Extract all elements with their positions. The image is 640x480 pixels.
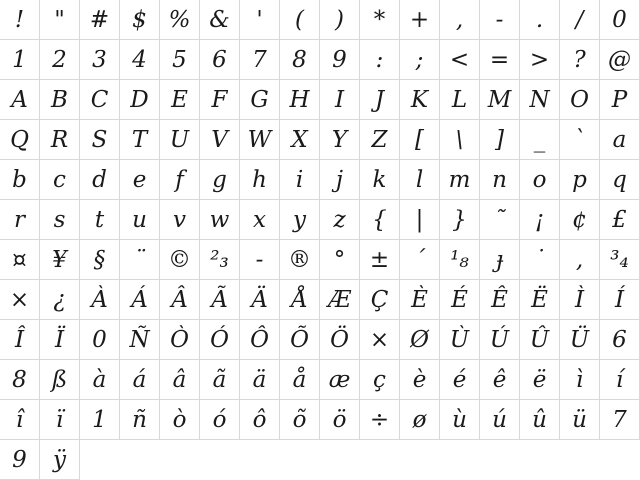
glyph-cell: û xyxy=(520,400,560,440)
glyph-cell: ì xyxy=(560,360,600,400)
glyph-cell: a xyxy=(600,120,640,160)
glyph-cell: ã xyxy=(200,360,240,400)
glyph-cell xyxy=(80,440,120,480)
glyph-cell: Â xyxy=(160,280,200,320)
glyph-cell: } xyxy=(440,200,480,240)
glyph-cell xyxy=(360,440,400,480)
glyph-cell: ` xyxy=(560,120,600,160)
glyph-cell xyxy=(200,440,240,480)
glyph-cell: õ xyxy=(280,400,320,440)
glyph-cell: = xyxy=(480,40,520,80)
glyph-cell: Í xyxy=(600,280,640,320)
glyph-cell: - xyxy=(480,0,520,40)
glyph-cell: { xyxy=(360,200,400,240)
glyph-cell: D xyxy=(120,80,160,120)
glyph-cell: ÿ xyxy=(40,440,80,480)
glyph-cell: ñ xyxy=(120,400,160,440)
glyph-cell: , xyxy=(560,240,600,280)
glyph-cell: P xyxy=(600,80,640,120)
glyph-cell: × xyxy=(360,320,400,360)
glyph-cell: * xyxy=(360,0,400,40)
glyph-cell: Å xyxy=(280,280,320,320)
glyph-cell: ä xyxy=(240,360,280,400)
glyph-cell: Ò xyxy=(160,320,200,360)
glyph-cell: ) xyxy=(320,0,360,40)
glyph-cell: Ê xyxy=(480,280,520,320)
glyph-cell: î xyxy=(0,400,40,440)
glyph-cell: ( xyxy=(280,0,320,40)
glyph-cell: _ xyxy=(520,120,560,160)
glyph-cell: p xyxy=(560,160,600,200)
glyph-cell: ï xyxy=(40,400,80,440)
glyph-cell: , xyxy=(440,0,480,40)
glyph-cell: C xyxy=(80,80,120,120)
glyph-cell: W xyxy=(240,120,280,160)
glyph-cell: 0 xyxy=(80,320,120,360)
glyph-cell: Á xyxy=(120,280,160,320)
glyph-cell: @ xyxy=(600,40,640,80)
glyph-cell xyxy=(280,440,320,480)
glyph-cell xyxy=(480,440,520,480)
glyph-cell: E xyxy=(160,80,200,120)
glyph-cell: u xyxy=(120,200,160,240)
glyph-cell: j xyxy=(320,160,360,200)
glyph-cell: 7 xyxy=(240,40,280,80)
glyph-cell: L xyxy=(440,80,480,120)
glyph-cell: ü xyxy=(560,400,600,440)
glyph-cell: 7 xyxy=(600,400,640,440)
glyph-cell: t xyxy=(80,200,120,240)
glyph-cell: O xyxy=(560,80,600,120)
glyph-cell: z xyxy=(320,200,360,240)
glyph-cell: J xyxy=(360,80,400,120)
glyph-cell xyxy=(320,440,360,480)
glyph-cell xyxy=(440,440,480,480)
glyph-cell: \ xyxy=(440,120,480,160)
glyph-cell: ¨ xyxy=(120,240,160,280)
glyph-cell: ´ xyxy=(400,240,440,280)
glyph-cell: Ú xyxy=(480,320,520,360)
glyph-cell: à xyxy=(80,360,120,400)
glyph-cell: × xyxy=(0,280,40,320)
glyph-cell: è xyxy=(400,360,440,400)
glyph-cell: H xyxy=(280,80,320,120)
glyph-cell xyxy=(120,440,160,480)
glyph-cell: ° xyxy=(320,240,360,280)
glyph-cell: Î xyxy=(0,320,40,360)
glyph-cell: T xyxy=(120,120,160,160)
glyph-cell: Ö xyxy=(320,320,360,360)
glyph-cell: g xyxy=(200,160,240,200)
glyph-cell: ò xyxy=(160,400,200,440)
glyph-cell: : xyxy=(360,40,400,80)
glyph-cell: ˜ xyxy=(480,200,520,240)
glyph-cell: v xyxy=(160,200,200,240)
glyph-cell: 3 xyxy=(80,40,120,80)
glyph-cell: ß xyxy=(40,360,80,400)
glyph-cell: £ xyxy=(600,200,640,240)
glyph-cell: ¢ xyxy=(560,200,600,240)
glyph-cell: 8 xyxy=(0,360,40,400)
glyph-cell: w xyxy=(200,200,240,240)
glyph-cell: Ì xyxy=(560,280,600,320)
glyph-cell: Ñ xyxy=(120,320,160,360)
glyph-cell: ' xyxy=(240,0,280,40)
glyph-cell: © xyxy=(160,240,200,280)
glyph-cell: . xyxy=(520,0,560,40)
glyph-cell: À xyxy=(80,280,120,320)
glyph-cell: ¡ xyxy=(520,200,560,240)
glyph-cell: k xyxy=(360,160,400,200)
glyph-cell: Õ xyxy=(280,320,320,360)
glyph-cell: ø xyxy=(400,400,440,440)
glyph-cell: Ù xyxy=(440,320,480,360)
glyph-cell: U xyxy=(160,120,200,160)
glyph-cell: M xyxy=(480,80,520,120)
glyph-cell: ²₃ xyxy=(200,240,240,280)
glyph-cell: f xyxy=(160,160,200,200)
glyph-cell: ù xyxy=(440,400,480,440)
glyph-cell: l xyxy=(400,160,440,200)
glyph-cell: å xyxy=(280,360,320,400)
glyph-cell: " xyxy=(40,0,80,40)
glyph-cell: 4 xyxy=(120,40,160,80)
glyph-cell: ê xyxy=(480,360,520,400)
glyph-cell: ë xyxy=(520,360,560,400)
glyph-cell: ¤ xyxy=(0,240,40,280)
glyph-cell: 8 xyxy=(280,40,320,80)
glyph-cell: é xyxy=(440,360,480,400)
glyph-cell xyxy=(600,440,640,480)
glyph-cell: y xyxy=(280,200,320,240)
glyph-cell: Æ xyxy=(320,280,360,320)
glyph-cell: ö xyxy=(320,400,360,440)
glyph-cell: X xyxy=(280,120,320,160)
glyph-cell: Ë xyxy=(520,280,560,320)
glyph-cell: â xyxy=(160,360,200,400)
glyph-cell: Ã xyxy=(200,280,240,320)
glyph-cell xyxy=(560,440,600,480)
glyph-cell: h xyxy=(240,160,280,200)
glyph-cell: ¥ xyxy=(40,240,80,280)
glyph-cell: # xyxy=(80,0,120,40)
glyph-cell: 1 xyxy=(0,40,40,80)
glyph-cell: % xyxy=(160,0,200,40)
glyph-cell: 6 xyxy=(600,320,640,360)
glyph-cell: Q xyxy=(0,120,40,160)
glyph-cell: < xyxy=(440,40,480,80)
glyph-cell: § xyxy=(80,240,120,280)
glyph-cell: / xyxy=(560,0,600,40)
glyph-cell: [ xyxy=(400,120,440,160)
glyph-cell xyxy=(520,440,560,480)
glyph-cell: ; xyxy=(400,40,440,80)
glyph-cell: 0 xyxy=(600,0,640,40)
glyph-cell: x xyxy=(240,200,280,240)
glyph-cell xyxy=(160,440,200,480)
glyph-cell: ÷ xyxy=(360,400,400,440)
glyph-cell: > xyxy=(520,40,560,80)
glyph-cell: - xyxy=(240,240,280,280)
glyph-cell: + xyxy=(400,0,440,40)
glyph-cell: í xyxy=(600,360,640,400)
glyph-cell: É xyxy=(440,280,480,320)
glyph-cell: æ xyxy=(320,360,360,400)
glyph-cell: m xyxy=(440,160,480,200)
glyph-cell: 1 xyxy=(80,400,120,440)
glyph-cell: V xyxy=(200,120,240,160)
glyph-cell: K xyxy=(400,80,440,120)
glyph-cell: ® xyxy=(280,240,320,280)
glyph-cell: r xyxy=(0,200,40,240)
glyph-cell: ¹₈ xyxy=(440,240,480,280)
glyph-cell: Ô xyxy=(240,320,280,360)
glyph-cell: Ü xyxy=(560,320,600,360)
glyph-cell: | xyxy=(400,200,440,240)
glyph-cell: ¿ xyxy=(40,280,80,320)
glyph-cell: Ï xyxy=(40,320,80,360)
glyph-cell: I xyxy=(320,80,360,120)
glyph-cell: & xyxy=(200,0,240,40)
glyph-cell: i xyxy=(280,160,320,200)
glyph-cell: S xyxy=(80,120,120,160)
glyph-cell: q xyxy=(600,160,640,200)
glyph-cell: ú xyxy=(480,400,520,440)
glyph-cell: ç xyxy=(360,360,400,400)
glyph-cell: á xyxy=(120,360,160,400)
glyph-cell: Û xyxy=(520,320,560,360)
glyph-cell: 9 xyxy=(320,40,360,80)
glyph-cell: ± xyxy=(360,240,400,280)
glyph-cell: ] xyxy=(480,120,520,160)
glyph-cell: ó xyxy=(200,400,240,440)
glyph-cell: ? xyxy=(560,40,600,80)
glyph-cell: 6 xyxy=(200,40,240,80)
glyph-cell: ³₄ xyxy=(600,240,640,280)
glyph-cell: d xyxy=(80,160,120,200)
glyph-cell: ô xyxy=(240,400,280,440)
glyph-cell: ˙ xyxy=(520,240,560,280)
glyph-cell: o xyxy=(520,160,560,200)
glyph-cell: Y xyxy=(320,120,360,160)
glyph-cell: Ä xyxy=(240,280,280,320)
glyph-cell: b xyxy=(0,160,40,200)
glyph-cell xyxy=(240,440,280,480)
glyph-cell: Ó xyxy=(200,320,240,360)
glyph-cell: 9 xyxy=(0,440,40,480)
glyph-cell: Ø xyxy=(400,320,440,360)
glyph-cell: ɟ xyxy=(480,240,520,280)
glyph-cell: n xyxy=(480,160,520,200)
glyph-cell: G xyxy=(240,80,280,120)
glyph-cell: c xyxy=(40,160,80,200)
glyph-cell: e xyxy=(120,160,160,200)
glyph-cell: F xyxy=(200,80,240,120)
glyph-cell: 2 xyxy=(40,40,80,80)
glyph-cell: B xyxy=(40,80,80,120)
glyph-cell: 5 xyxy=(160,40,200,80)
glyph-cell: $ xyxy=(120,0,160,40)
glyph-cell: s xyxy=(40,200,80,240)
glyph-cell: È xyxy=(400,280,440,320)
glyph-cell: ! xyxy=(0,0,40,40)
glyph-cell: R xyxy=(40,120,80,160)
glyph-cell: Z xyxy=(360,120,400,160)
glyph-cell xyxy=(400,440,440,480)
glyph-cell: A xyxy=(0,80,40,120)
glyph-cell: Ç xyxy=(360,280,400,320)
glyph-cell: N xyxy=(520,80,560,120)
